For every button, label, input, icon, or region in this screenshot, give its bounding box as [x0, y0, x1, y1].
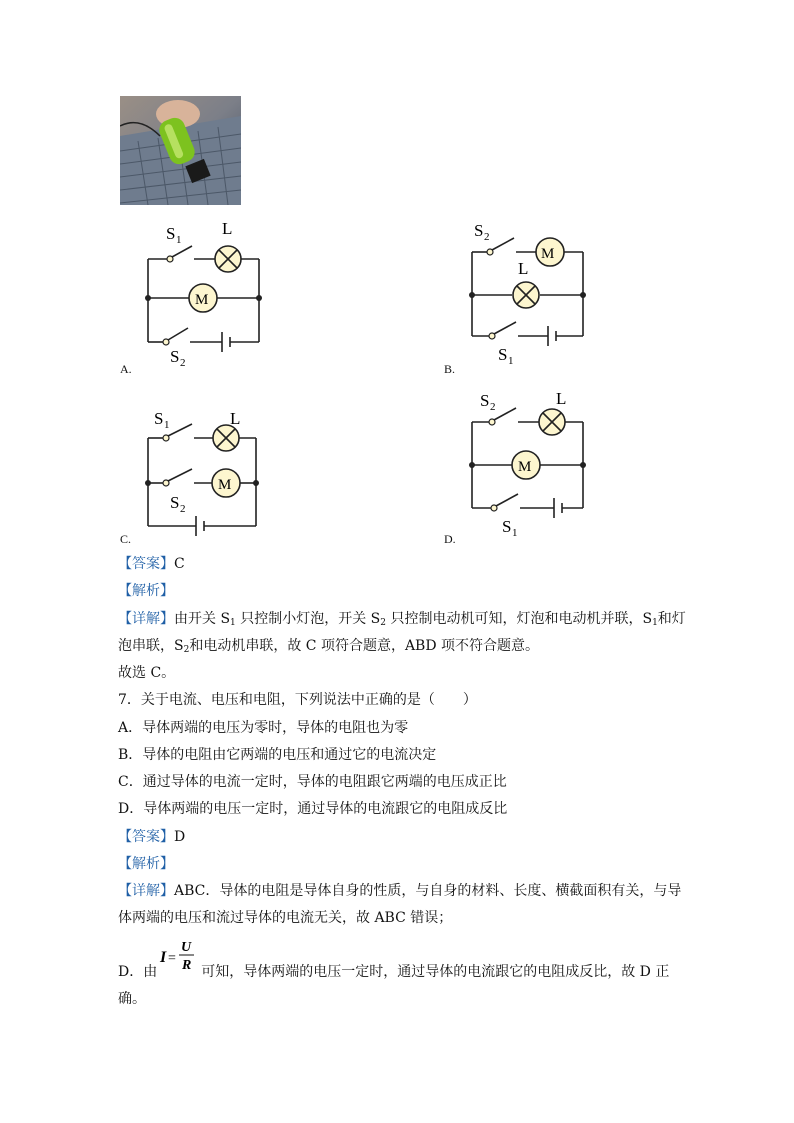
formula-equals: = [168, 951, 176, 966]
switch-label: S [170, 347, 180, 366]
detail-text: 只控制电动机可知，灯泡和电动机并联，S [386, 611, 653, 627]
switch-subscript: 1 [512, 527, 518, 539]
q7-detail-line-4: 确。 [118, 991, 146, 1007]
detail-text: ABC．导体的电阻是导体自身的性质，与自身的材料、长度、横截面积有关，与导 [174, 883, 682, 899]
detail-text: D．由 [118, 964, 158, 980]
formula-current: I [160, 949, 167, 966]
switch-label: S [474, 221, 484, 240]
switch-label: S [480, 391, 490, 410]
answer-value: D [174, 829, 186, 845]
answer-tag: 【答案】 [118, 556, 174, 572]
q7-answer [118, 827, 185, 847]
detail-text: 和灯 [657, 611, 686, 627]
circuit-diagram-b [464, 218, 604, 382]
q7-option-c: C．通过导体的电流一定时，导体的电阻跟它两端的电压成正比 [118, 774, 507, 790]
switch-subscript: 1 [176, 234, 182, 246]
q7-option-b: B．导体的电阻由它两端的电压和通过它的电流决定 [118, 747, 437, 763]
detail-tag: 【详解】 [118, 611, 174, 627]
switch-subscript: 2 [180, 503, 186, 515]
detail-text: 可知，导体两端的电压一定时，通过导体的电流跟它的电阻成反比，故 D 正 [201, 964, 670, 980]
answer-tag: 【答案】 [118, 829, 174, 845]
lamp-label: L [222, 219, 233, 238]
motor-label: M [518, 459, 532, 475]
detail-text: 泡串联，S [118, 638, 184, 654]
subscript: 1 [230, 618, 236, 628]
analysis-tag: 【解析】 [118, 583, 174, 599]
formula-voltage: U [181, 940, 192, 955]
detail-text: 由开关 S [174, 611, 231, 627]
subscript: 2 [183, 645, 190, 655]
circuit-diagram-c [140, 402, 280, 551]
answer-value: C [174, 556, 185, 572]
subscript: 2 [380, 618, 387, 628]
switch-label: S [154, 409, 164, 428]
formula-resistance: R [182, 958, 192, 972]
q7-stem: 7．关于电流、电压和电阻，下列说法中正确的是（ ） [118, 692, 477, 708]
q6-analysis [118, 581, 174, 601]
option-letter-d: D. [444, 532, 456, 546]
motor-label: M [195, 292, 209, 308]
q7-detail-line-3 [118, 962, 669, 982]
circuit-diagram-a [140, 214, 280, 378]
subscript: 1 [652, 618, 658, 628]
q6-answer [118, 554, 185, 574]
q7-detail-line-2: 体两端的电压和流过导体的电流无关，故 ABC 错误； [118, 910, 453, 926]
detail-text: 只控制小灯泡，开关 S [235, 611, 381, 627]
lamp-label: L [518, 259, 529, 278]
option-letter-c: C. [120, 532, 132, 546]
switch-subscript: 2 [484, 231, 490, 243]
q6-conclusion: 故选 C。 [118, 665, 176, 681]
vacuum-photo [120, 96, 241, 205]
q6-detail-line-1 [118, 609, 686, 633]
circuit-diagram-d [464, 386, 604, 550]
switch-label: S [170, 493, 180, 512]
switch-label: S [502, 517, 512, 536]
detail-text: 和电动机串联，故 C 项符合题意，ABD 项不符合题意。 [189, 638, 540, 654]
q7-option-a: A．导体两端的电压为零时，导体的电阻也为零 [118, 720, 409, 736]
switch-subscript: 1 [508, 355, 514, 367]
q7-analysis [118, 854, 174, 874]
lamp-label: L [556, 389, 567, 408]
option-letter-b: B. [444, 362, 456, 376]
switch-subscript: 2 [180, 357, 186, 369]
q7-detail-line-1 [118, 881, 681, 901]
detail-tag: 【详解】 [118, 883, 174, 899]
option-letter-a: A. [120, 362, 132, 376]
motor-label: M [541, 246, 555, 262]
switch-label: S [166, 224, 176, 243]
switch-subscript: 2 [490, 401, 496, 413]
switch-label: S [498, 345, 508, 364]
switch-subscript: 1 [164, 419, 170, 431]
q6-detail-line-2 [118, 636, 539, 660]
analysis-tag: 【解析】 [118, 856, 174, 872]
motor-label: M [218, 477, 232, 493]
lamp-label: L [230, 409, 241, 428]
q7-option-d: D．导体两端的电压一定时，通过导体的电流跟它的电阻成反比 [118, 801, 508, 817]
